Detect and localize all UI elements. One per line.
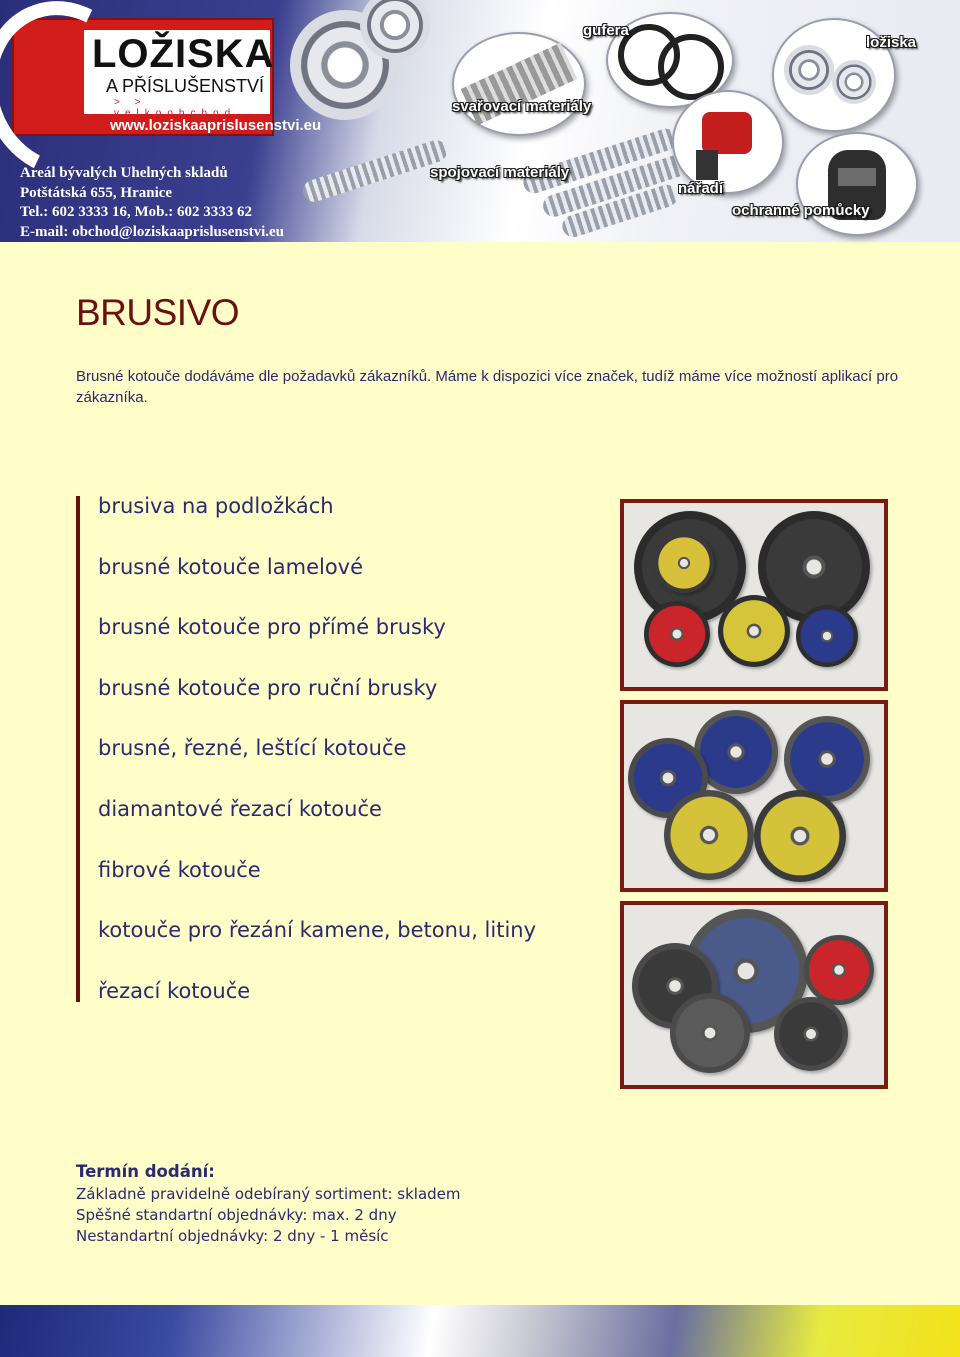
delivery-terms [76, 1162, 461, 1247]
category-naradi[interactable]: nářadí [678, 180, 724, 197]
email-line: E-mail: obchod@loziskaaprislusenstvi.eu [20, 223, 284, 240]
threaded-rod-image [300, 137, 449, 204]
tools-image [672, 90, 784, 194]
phone-line: Tel.: 602 3333 16, Mob.: 602 3333 62 [20, 204, 252, 220]
website-url: www.loziskaaprislusenstvi.eu [110, 117, 322, 134]
category-gufera[interactable]: gufera [583, 22, 629, 39]
list-item: brusné kotouče lamelové [98, 554, 364, 579]
category-svarovaci-materialy[interactable]: svařovací materiály [452, 98, 592, 115]
page-title: BRUSIVO [76, 292, 240, 333]
category-spojovaci-materialy[interactable]: spojovací materiály [430, 164, 570, 181]
delivery-line: Spěšné standartní objednávky: max. 2 dny [76, 1206, 397, 1224]
delivery-line: Základně pravidelně odebíraný sortiment: skladem [76, 1185, 461, 1203]
logo-subtitle: A PŘÍSLUŠENSTVÍ [106, 76, 265, 96]
list-item: brusné kotouče pro přímé brusky [98, 615, 446, 640]
list-item: brusné kotouče pro ruční brusky [98, 675, 438, 700]
header-banner [0, 0, 960, 242]
category-loziska[interactable]: ložiska [866, 34, 917, 51]
list-item: brusné, řezné, leštící kotouče [98, 736, 407, 761]
product-photo-grinding-discs [620, 901, 888, 1089]
product-photo-flap-discs [620, 700, 888, 892]
list-item: kotouče pro řezání kamene, betonu, litiny [98, 918, 537, 943]
product-list [98, 490, 536, 1035]
contact-info [20, 164, 284, 242]
protective-gear-image [796, 132, 918, 236]
list-item: fibrové kotouče [98, 857, 261, 882]
list-item: diamantové řezací kotouče [98, 796, 382, 821]
intro-text: Brusné kotouče dodáváme dle požadavků zákazníků. Máme k dispozici více značek, tudíž máme více možností aplikací pro zákazníka. [76, 368, 899, 406]
address-line: Potštátská 655, Hranice [20, 184, 173, 201]
logo-tagline: > > velkoobchod [114, 97, 237, 119]
delivery-heading: Termín dodání: [76, 1162, 215, 1181]
list-item: řezací kotouče [98, 978, 251, 1003]
product-photo-cutting-discs [620, 499, 888, 691]
category-ochranne-pomucky[interactable]: ochranné pomůcky [732, 202, 870, 219]
address-line: Areál bývalých Uhelných skladů [20, 165, 228, 181]
company-logo [12, 18, 322, 136]
logo-title: LOŽISKA [92, 32, 275, 76]
footer-band [0, 1305, 960, 1357]
list-item: brusiva na podložkách [98, 494, 334, 518]
welding-materials-image [452, 32, 586, 136]
list-accent-bar [76, 496, 80, 1002]
delivery-line: Nestandartní objednávky: 2 dny - 1 měsíc [76, 1227, 389, 1245]
